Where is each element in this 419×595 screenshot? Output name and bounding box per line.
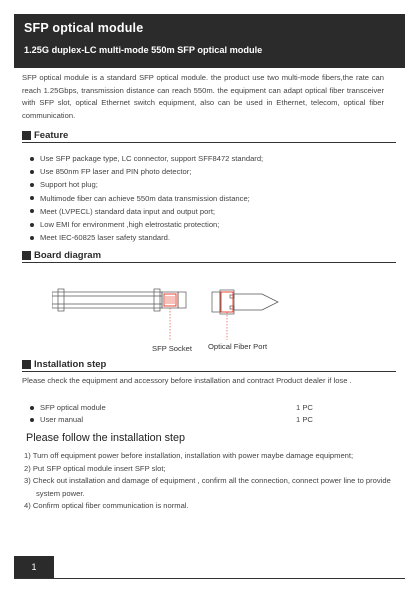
list-item: Use 850nm FP laser and PIN photo detector;: [30, 165, 263, 178]
board-diagram-heading-text: Board diagram: [34, 250, 102, 261]
install-steps-list: [24, 450, 394, 513]
feature-heading-text: Feature: [34, 130, 69, 141]
bullet-icon: [30, 157, 34, 161]
page-subtitle: 1.25G duplex-LC multi-mode 550m SFP optical module: [24, 45, 263, 55]
bullet-icon: [30, 196, 34, 200]
install-steps-title: Please follow the installation step: [26, 432, 186, 444]
list-item: Meet (LVPECL) standard data input and output port;: [30, 205, 263, 218]
bullet-icon: [30, 223, 34, 227]
list-item: Use SFP package type, LC connector, support SFF8472 standard;: [30, 152, 263, 165]
list-item: 3) Check out installation and damage of equipment , confirm all the connection, connect power line to provide system power.: [24, 476, 391, 498]
list-item: Multimode fiber can achieve 550m data transmission distance;: [30, 192, 263, 205]
square-bullet-icon: [22, 360, 31, 369]
square-bullet-icon: [22, 251, 31, 260]
list-item: Meet IEC-60825 laser safety standard.: [30, 231, 263, 244]
bullet-icon: [30, 170, 34, 174]
sfp-socket-label: SFP Socket: [152, 344, 192, 353]
list-item: [30, 402, 330, 413]
feature-heading: [22, 130, 396, 143]
accessory-name: SFP optical module: [40, 403, 106, 412]
square-bullet-icon: [22, 131, 31, 140]
board-diagram-heading: [22, 250, 396, 263]
list-item: 4) Confirm optical fiber communication is normal.: [24, 501, 189, 510]
list-item: Support hot plug;: [30, 178, 263, 191]
bullet-icon: [30, 236, 34, 240]
installation-paragraph: Please check the equipment and accessory before installation and contract Product dealer if lose .: [22, 376, 352, 385]
list-item: 1) Turn off equipment power before installation, installation with power maybe damage equipment;: [24, 451, 354, 460]
bullet-icon: [30, 406, 34, 410]
bullet-icon: [30, 209, 34, 213]
sfp-module-top-view: [212, 290, 278, 314]
header-banner: [14, 14, 405, 68]
accessory-qty: 1 PC: [296, 403, 313, 412]
footer-divider: [14, 578, 405, 579]
installation-heading-text: Installation step: [34, 359, 107, 370]
list-item: 2) Put SFP optical module insert SFP slot;: [24, 463, 166, 473]
intro-paragraph: SFP optical module is a standard SFP optical module. the product use two multi-mode fibers,the rate can reach 1.25Gbps, transmission distance can reach 550m. the equipment can adapt optical fiber transceiver with SFP slot, optical Ethernet switch equipment, also can be used in Ethernet, telecom, optical fiber communication.: [22, 73, 384, 120]
page-title: SFP optical module: [24, 21, 144, 35]
socket-pins: [166, 296, 174, 304]
board-diagram: [52, 286, 352, 358]
installation-heading: [22, 359, 396, 372]
bullet-icon: [30, 418, 34, 422]
list-item: Low EMI for environment ,high eletrostatic protection;: [30, 218, 263, 231]
feature-list: [30, 152, 263, 244]
page-number: 1: [14, 556, 54, 578]
accessory-name: User manual: [40, 415, 84, 424]
bullet-icon: [30, 183, 34, 187]
list-item: [30, 414, 330, 425]
optical-fiber-port-label: Optical Fiber Port: [208, 342, 268, 351]
accessory-qty: 1 PC: [296, 415, 313, 424]
